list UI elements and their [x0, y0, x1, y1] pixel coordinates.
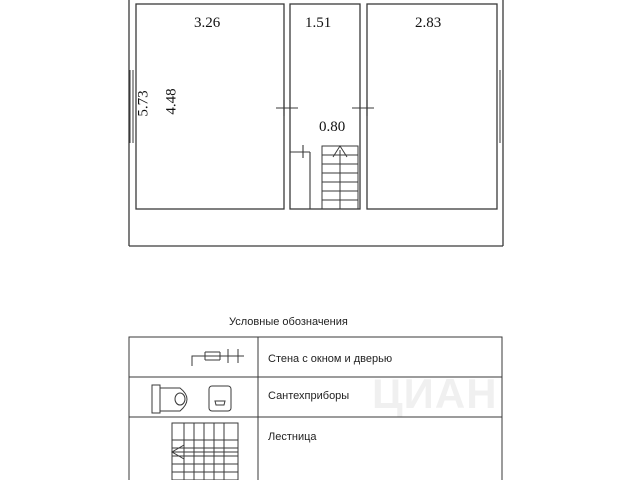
wall-window-door-icon: [192, 349, 244, 366]
legend-item-label: Стена с окном и дверью: [268, 353, 393, 365]
room-right-width-label: 2.83: [415, 15, 442, 31]
room-middle-width-label: 1.51: [305, 15, 332, 31]
room-middle-walls: [290, 4, 360, 209]
window-right-icon: [497, 70, 503, 143]
door-width-label: 0.80: [319, 119, 346, 135]
staircase-icon: [322, 146, 358, 209]
room-left-width-label: 3.26: [194, 15, 221, 31]
sanitary-fixtures-icon: [152, 385, 231, 413]
legend-item-label: Сантехприборы: [268, 390, 350, 402]
door-right-icon: [352, 100, 374, 116]
room-right-walls: [367, 4, 497, 209]
watermark-logo: ЦИАН: [372, 370, 498, 417]
legend-item-label: Лестница: [268, 431, 317, 443]
room-left-height-label: 5.73: [135, 90, 152, 117]
door-left-icon: [276, 100, 298, 116]
partition-icon: [290, 145, 310, 209]
legend-title: Условные обозначения: [229, 316, 348, 328]
room-left-walls: [136, 4, 284, 209]
legend-staircase-icon: [172, 423, 238, 480]
room-left-inner-label: 4.48: [163, 88, 180, 115]
